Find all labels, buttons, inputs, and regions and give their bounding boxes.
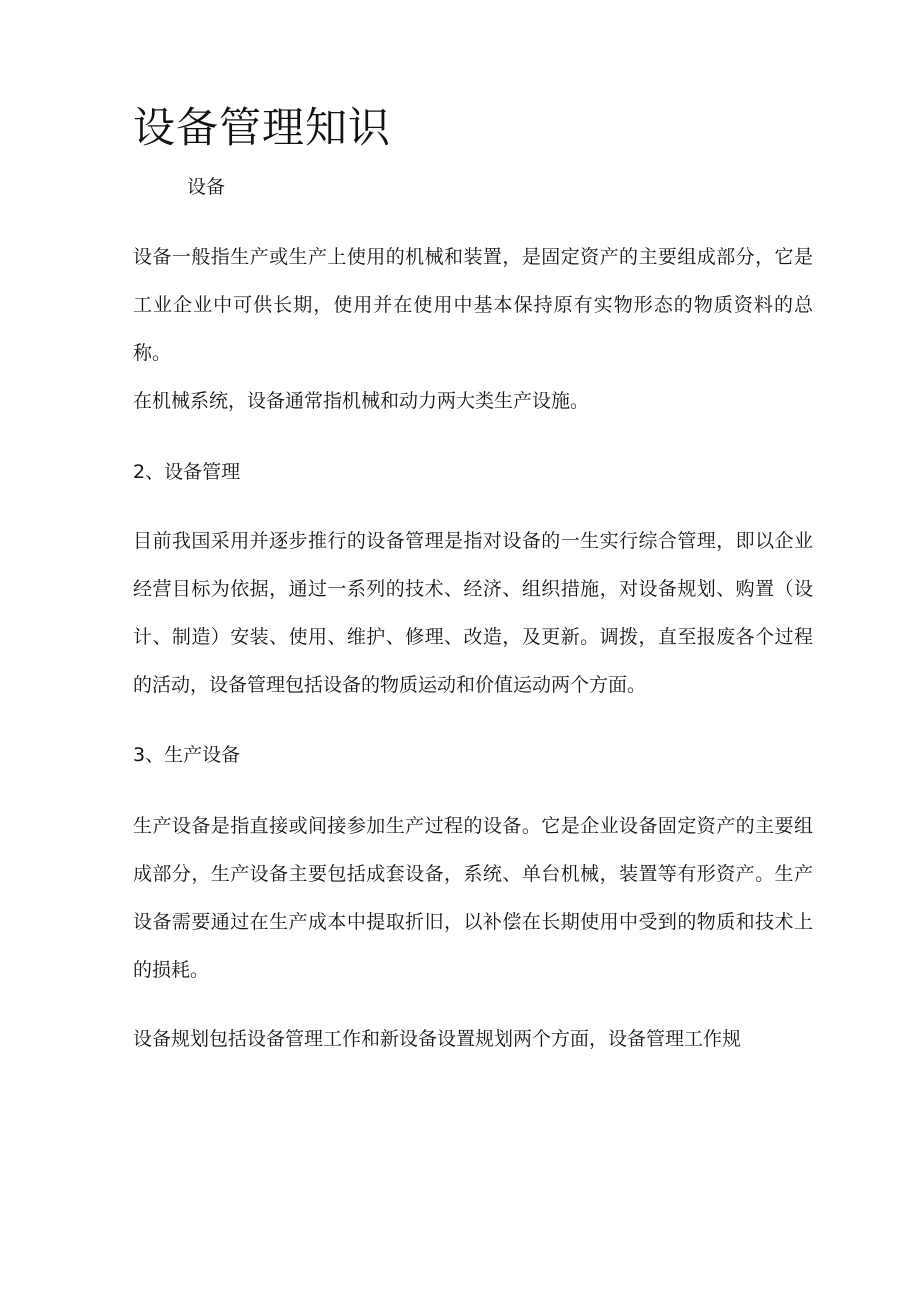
paragraph-equipment-definition: 设备一般指生产或生产上使用的机械和装置，是固定资产的主要组成部分，它是工业企业中可供长期，使用并在使用中基本保持原有实物形态的物质资料的总称。 [133,246,813,364]
paragraph-equipment-management: 目前我国采用并逐步推行的设备管理是指对设备的一生实行综合管理，即以企业经营目标为依据，通过一系列的技术、经济、组织措施，对设备规划、购置（设计、制造）安装、使用、维护、修理、改造，及更新。调拨，直至报废各个过程的活动，设备管理包括设备的物质运动和价值运动两个方面。 [133,530,813,696]
paragraph-production-equipment: 生产设备是指直接或间接参加生产过程的设备。它是企业设备固定资产的主要组成部分，生产设备主要包括成套设备，系统、单台机械，装置等有形资产。生产设备需要通过在生产成本中提取折旧，以补偿在长期使用中受到的物质和技术上的损耗。 [133,815,813,981]
section-heading-equipment: 设备 [187,176,226,198]
section-heading-production-equipment: 3、生产设备 [133,744,241,766]
page-title: 设备管理知识 [133,103,392,152]
section-heading-equipment-management: 2、设备管理 [133,461,241,483]
paragraph-equipment-planning: 设备规划包括设备管理工作和新设备设置规划两个方面，设备管理工作规 [133,1028,742,1050]
paragraph-mechanical-system: 在机械系统，设备通常指机械和动力两大类生产设施。 [133,390,590,412]
